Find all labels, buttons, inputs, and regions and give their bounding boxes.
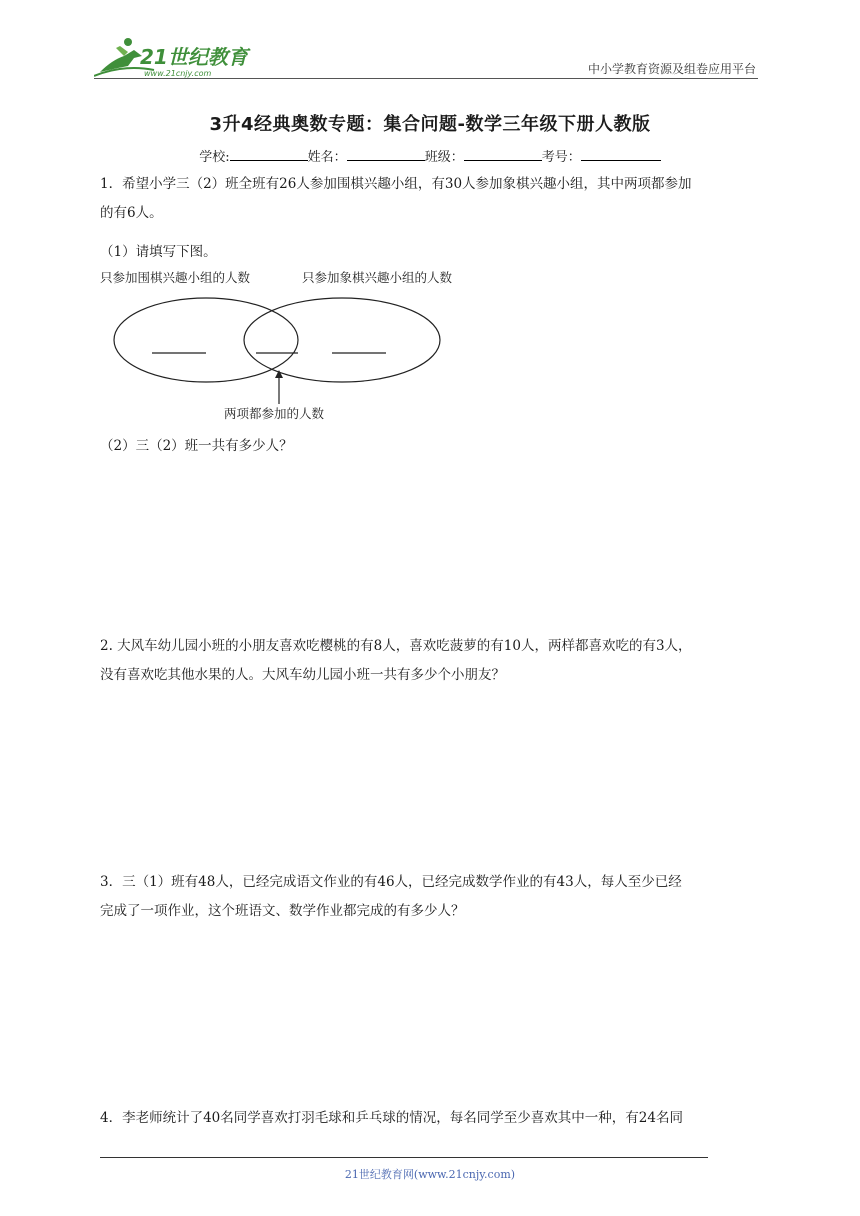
question-1-sub-1: （1）请填写下图。 xyxy=(100,244,217,260)
venn-left-label: 只参加围棋兴趣小组的人数 xyxy=(100,270,251,285)
student-info-line xyxy=(0,146,860,165)
question-3-line-1: 3．三（1）班有48人，已经完成语文作业的有46人，已经完成数学作业的有43人，每人至少已经 xyxy=(100,874,682,890)
venn-right-circle xyxy=(244,298,440,382)
venn-bottom-label: 两项都参加的人数 xyxy=(224,406,325,421)
question-3 xyxy=(100,868,762,926)
name-label: 姓名： xyxy=(307,150,347,165)
school-field[interactable] xyxy=(230,148,308,161)
class-field[interactable] xyxy=(464,148,542,161)
question-2 xyxy=(100,632,762,690)
header-platform-text: 中小学教育资源及组卷应用平台 xyxy=(587,62,756,76)
school-label: 学校: xyxy=(199,150,230,165)
question-4 xyxy=(100,1104,762,1133)
logo-url: www.21cnjy.com xyxy=(144,69,212,78)
logo xyxy=(94,34,264,80)
question-4-line-1: 4．李老师统计了40名同学喜欢打羽毛球和乒乓球的情况，每名同学至少喜欢其中一种，有24名同 xyxy=(100,1110,683,1126)
footer-text: 21世纪教育网(www.21cnjy.com) xyxy=(344,1168,516,1181)
exam-no-label: 考号： xyxy=(541,150,581,165)
header-divider xyxy=(94,78,758,79)
question-1-sub-2: （2）三（2）班一共有多少人？ xyxy=(100,438,293,454)
up-arrow-icon xyxy=(275,370,283,404)
question-2-line-1: 2. 大风车幼儿园小班的小朋友喜欢吃樱桃的有8人，喜欢吃菠萝的有10人，两样都喜欢吃的有3人， xyxy=(100,638,692,654)
venn-right-label: 只参加象棋兴趣小组的人数 xyxy=(302,270,453,285)
question-1-line-2: 的有6人。 xyxy=(100,205,163,221)
class-label: 班级： xyxy=(424,150,464,165)
exam-no-field[interactable] xyxy=(581,148,661,161)
venn-diagram xyxy=(96,266,486,430)
question-1-line-1: 1．希望小学三（2）班全班有26人参加围棋兴趣小组，有30人参加象棋兴趣小组，其中两项都参加 xyxy=(100,176,692,192)
logo-text: 21世纪教育 xyxy=(140,45,248,69)
venn-left-circle xyxy=(114,298,298,382)
footer-divider xyxy=(100,1157,708,1158)
question-2-line-2: 没有喜欢吃其他水果的人。大风车幼儿园小班一共有多少个小朋友？ xyxy=(100,667,505,683)
question-3-line-2: 完成了一项作业，这个班语文、数学作业都完成的有多少人？ xyxy=(100,903,465,919)
question-1 xyxy=(100,170,762,228)
page-title: 3升4经典奥数专题：集合问题-数学三年级下册人教版 xyxy=(209,114,651,135)
name-field[interactable] xyxy=(347,148,425,161)
